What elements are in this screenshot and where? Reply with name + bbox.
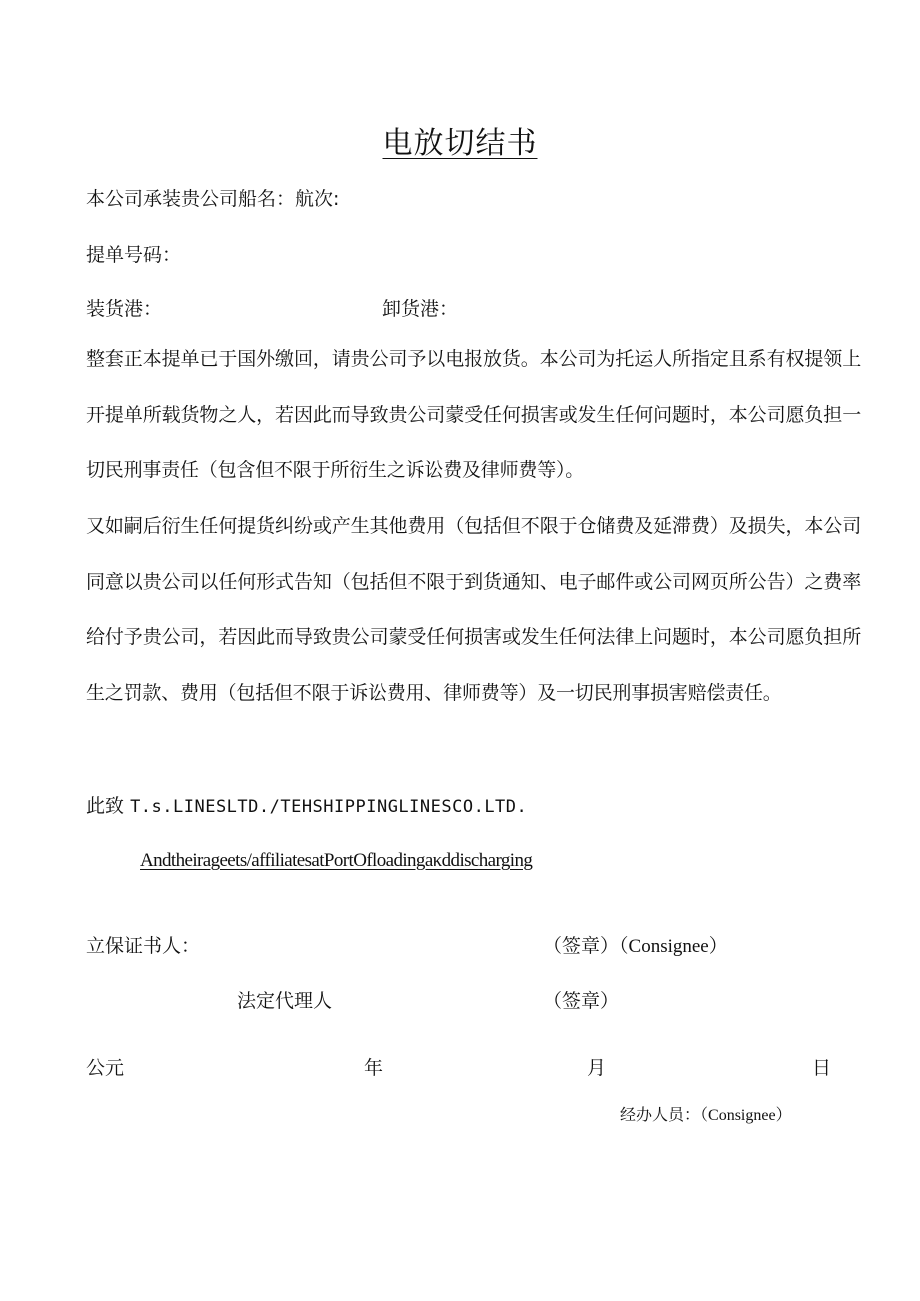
port-of-loading-field: 装货港： — [86, 298, 163, 320]
legal-rep-seal-label: （签章） — [543, 990, 620, 1012]
vessel-voyage-field: 本公司承装贵公司船名：航次: — [86, 188, 340, 210]
addressee-company: T.s.LINESLTD./TEHSHIPPINGLINESCO.LTD. — [130, 797, 528, 817]
handler-line — [620, 1102, 792, 1125]
date-year-label: 年 — [364, 1057, 384, 1079]
legal-representative-label: 法定代理人 — [237, 990, 333, 1012]
guarantor-seal-line — [543, 931, 728, 958]
bl-number-field: 提单号码： — [86, 244, 182, 266]
guarantor-seal-label: （签章） — [543, 935, 620, 957]
agents-line: Andtheirageets/affiliatesatPortOfloadingaκddischarging — [140, 850, 533, 871]
date-month-label: 月 — [587, 1057, 607, 1079]
document-title — [0, 118, 920, 162]
title-text: 电放切结书 — [382, 126, 538, 161]
handler-consignee-label: （Consignee） — [700, 1107, 792, 1124]
port-of-discharge-field: 卸货港： — [382, 298, 459, 320]
addressee-prefix: 此致 — [86, 795, 125, 817]
addressee-line — [86, 791, 527, 818]
body-paragraph-1: 整套正本提单已于国外缴回，请贵公司予以电报放货。本公司为托运人所指定且系有权提领上开提单所载货物之人，若因此而导致贵公司蒙受任何损害或发生任何问题时，本公司愿负担一切民刑事责任（包含但不限于所衍生之诉讼费及律师费等）。 — [86, 348, 861, 482]
guarantor-consignee-label: （Consignee） — [619, 936, 728, 957]
handler-label: 经办人员： — [620, 1105, 701, 1124]
date-era-label: 公元 — [86, 1057, 125, 1079]
body-paragraph-2: 又如嗣后衍生任何提货纠纷或产生其他费用（包括但不限于仓储费及延滞费）及损失，本公司同意以贵公司以任何形式告知（包括但不限于到货通知、电子邮件或公司网页所公告）之费率给付予贵公司，若因此而导致贵公司蒙受任何损害或发生任何法律上问题时，本公司愿负担所生之罚款、费用（包括但不限于诉讼费用、律师费等）及一切民刑事损害赔偿责任。 — [86, 515, 861, 705]
date-day-label: 日 — [812, 1057, 832, 1079]
guarantor-label: 立保证书人： — [86, 935, 201, 957]
